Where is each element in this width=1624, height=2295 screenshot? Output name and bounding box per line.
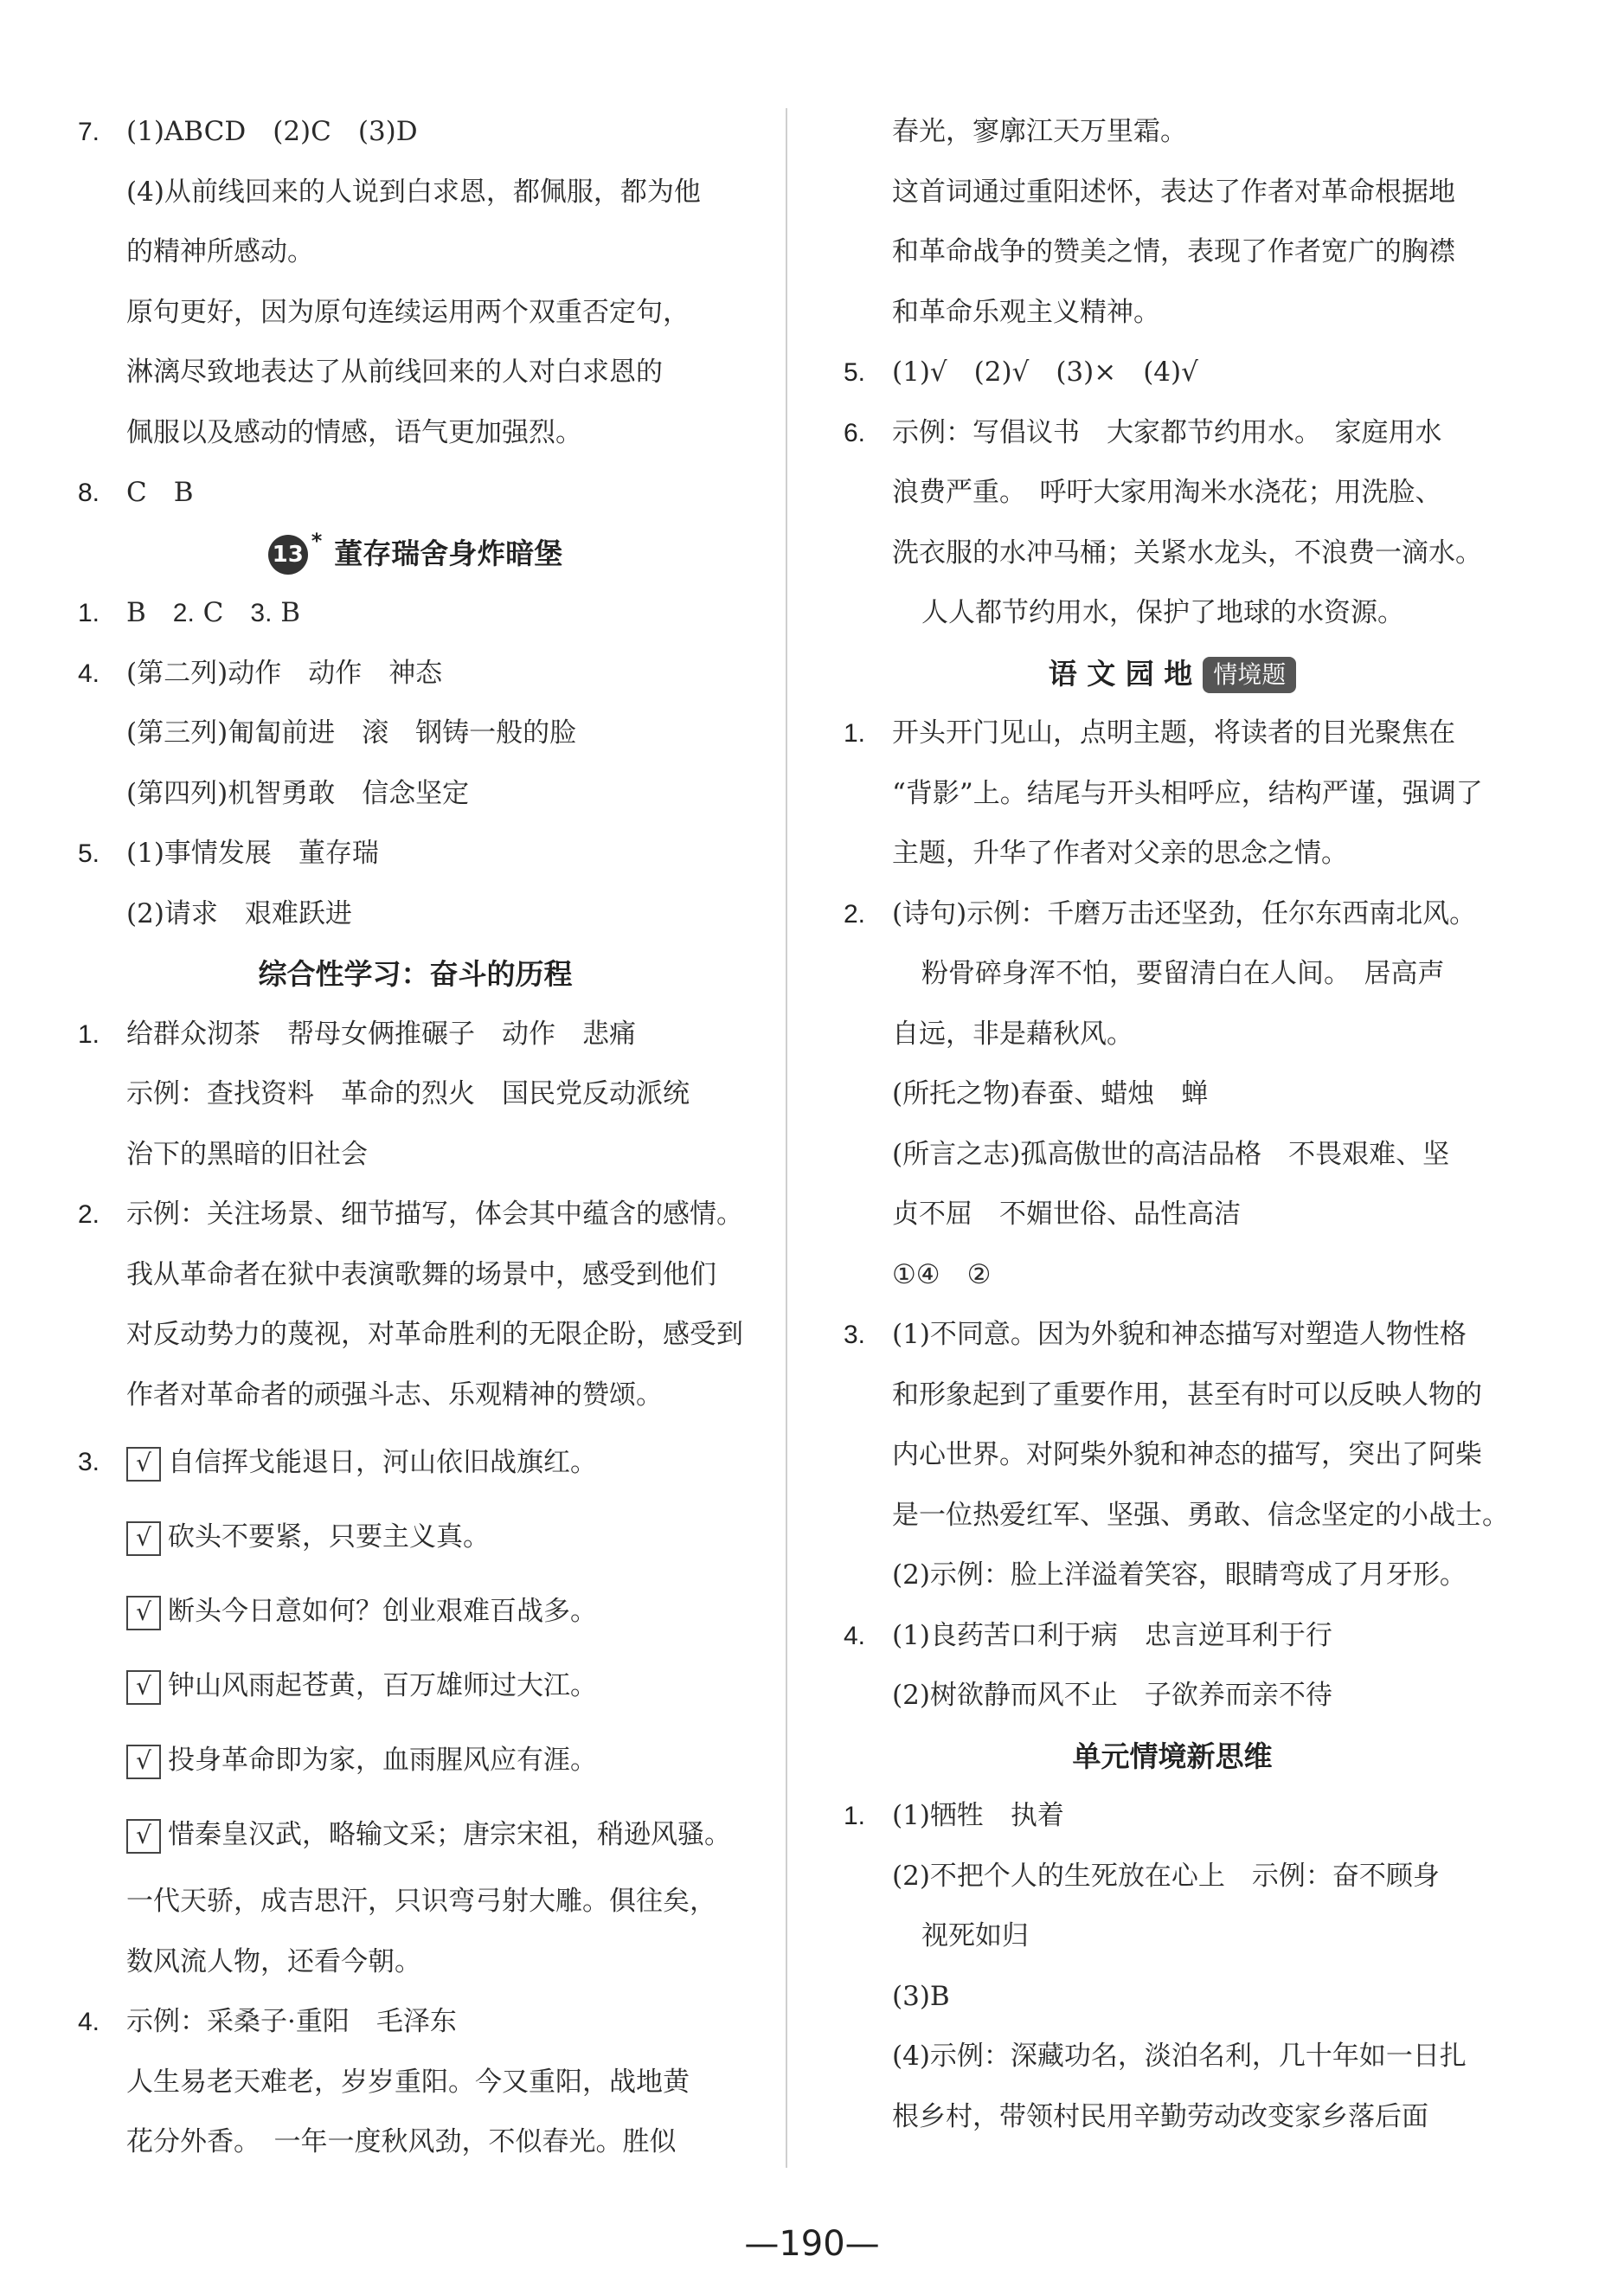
- section2-answer-3: 3. √ 自信挥戈能退日，河山依旧战旗红。: [78, 1425, 753, 1500]
- yuwen-answer-1: 1. 开头开门见山，点明主题，将读者的目光聚焦在: [844, 717, 1455, 749]
- answer-8: 8. C B: [78, 477, 194, 508]
- column-divider: [786, 108, 787, 2168]
- lesson-13-heading: [78, 524, 753, 584]
- checkbox-checked[interactable]: √: [126, 1447, 161, 1482]
- checkbox-checked[interactable]: √: [126, 1745, 161, 1779]
- poem-continuation: 春光，寥廓江天万里霜。: [892, 116, 1187, 147]
- optional-lesson-star: *: [311, 528, 323, 553]
- unit-scenario-heading: 单元情境新思维: [1072, 1739, 1273, 1773]
- checkbox-checked[interactable]: √: [126, 1819, 161, 1854]
- left-column: 7. (1)ABCD (2)C (3)D (4)从前线回来的人说到白求恩，都佩服，都为他 的精神所感动。 原句更好，因为原句连续运用两个双重否定句， 淋漓尽致地表达了从前线回来的人对白求恩的 佩服以及感动的情感，语气更加强烈。 8. C B 13* 董存瑞舍身炸暗堡 1. B 2. C 3. B 4. (第二列)动作 动作 神态 (第三列)匍匐前进 滚 钢铸一般的脸 (第四列)机智勇敢 信念坚定 5. (1)事情发展 董存瑞 (2)请求 艰难跃进 综合性学习：奋斗的历程 1. 给群众沏茶 帮母女俩推碾子 动作 悲痛 示例：查找资料 革命的烈火 国民党反动派统 治下的黑暗的旧社会 2. 示例：关注场景、细节描写，体会其中蕴含的感情。 我从革命者在狱中表演歌舞的场景中，感受到他们 对反动势力的蔑视，对革命胜利的无限企盼，感受到 作者对革命者的顽强斗志、乐观精神的赞颂。 3. √ 自信挥戈能退日，河山依旧战旗红。 √ 砍头不要紧，只要主义真。 √ 断头今日意如何？创业艰难百战多。 √ 钟山风雨起苍黄，百万雄师过大江。 √ 投身革命即为家，血雨腥风应有涯。 √ 惜秦皇汉武，略输文采；唐宗宋祖，稍逊风骚。 一代天骄，成吉思汗，只识弯弓射大雕。俱往矣， 数风流人物，还看今朝。 4. 示例：采桑子·重阳 毛泽东 人生易老天难老，岁岁重阳。今又重阳，战地黄 花分外香。 一年一度秋风劲，不似春光。胜似: [78, 102, 753, 2173]
- scenario-tag: 情境题: [1203, 657, 1296, 693]
- yuwen-answer-4: 4. (1)良药苦口利于病 忠言逆耳利于行: [844, 1619, 1332, 1651]
- section2-answer-1: 1. 给群众沏茶 帮母女俩推碾子 动作 悲痛: [78, 1018, 636, 1050]
- right-column: 春光，寥廓江天万里霜。 这首词通过重阳述怀，表达了作者对革命根据地 和革命战争的赞美之情，表现了作者宽广的胸襟 和革命乐观主义精神。 5. (1)√ (2)√ (3)× (4)√ 6. 示例：写倡议书 大家都节约用水。 家庭用水 浪费严重。 呼吁大家用淘米水浇花；用洗脸、 洗衣服的水冲马桶；关紧水龙头，不浪费一滴水。 人人都节约用水，保护了地球的水资源。 语 文 园 地 情境题 1. 开头开门见山，点明主题，将读者的目光聚焦在 “背影”上。结尾与开头相呼应，结构严谨，强调了 主题，升华了作者对父亲的思念之情。 2. (诗句)示例：千磨万击还坚劲，任尔东西南北风。 粉骨碎身浑不怕，要留清白在人间。 居高声 自远，非是藉秋风。 (所托之物)春蚕、蜡烛 蝉 (所言之志)孤高傲世的高洁品格 不畏艰难、坚 贞不屈 不媚世俗、品性高洁 ①④ ② 3. (1)不同意。因为外貌和神态描写对塑造人物性格 和形象起到了重要作用，甚至有时可以反映人物的 内心世界。对阿柴外貌和神态的描写，突出了阿柴 是一位热爱红军、坚强、勇敢、信念坚定的小战士。 (2)示例：脸上洋溢着笑容，眼睛弯成了月牙形。 4. (1)良药苦口利于病 忠言逆耳利于行 (2)树欲静而风不止 子欲养而亲不待 单元情境新思维 1. (1)牺牲 执着 (2)不把个人的生死放在心上 示例：奋不顾身 视死如归 (3)B (4)示例：深藏功名，淡泊名利，几十年如一日扎 根乡村，带领村民用辛勤劳动改变家乡落后面: [844, 102, 1501, 2147]
- section2-answer-2: 2. 示例：关注场景、细节描写，体会其中蕴含的感情。: [78, 1199, 743, 1230]
- unit-answer-1: 1. (1)牺牲 执着: [844, 1800, 1064, 1831]
- checkbox-checked[interactable]: √: [126, 1596, 161, 1630]
- checkbox-checked[interactable]: √: [126, 1670, 161, 1705]
- lesson-title: 董存瑞舍身炸暗堡: [334, 536, 563, 570]
- lesson13-answer-4: 4. (第二列)动作 动作 神态: [78, 657, 443, 689]
- checkbox-checked[interactable]: √: [126, 1521, 161, 1556]
- yuwen-answer-3: 3. (1)不同意。因为外貌和神态描写对塑造人物性格: [844, 1319, 1467, 1350]
- answer-7: 7. (1)ABCD (2)C (3)D: [78, 116, 418, 147]
- section2-answer-4: 4. 示例：采桑子·重阳 毛泽东: [78, 2006, 457, 2037]
- lesson-number-badge: 13: [268, 535, 308, 575]
- section2-answer-6: 6. 示例：写倡议书 大家都节约用水。 家庭用水: [844, 416, 1442, 448]
- yuwen-answer-2: 2. (诗句)示例：千磨万击还坚劲，任尔东西南北风。: [844, 897, 1477, 929]
- yuwen-yuandi-heading: 语 文 园 地 情境题: [844, 644, 1501, 704]
- lesson13-answer-5: 5. (1)事情发展 董存瑞: [78, 838, 379, 869]
- section-heading-comprehensive: 综合性学习：奋斗的历程: [258, 957, 573, 991]
- section2-answer-5: 5. (1)√ (2)√ (3)× (4)√: [844, 357, 1198, 388]
- page-number: —190—: [744, 2224, 880, 2264]
- lesson13-answers-1-3: 1. B 2. C 3. B: [78, 597, 301, 628]
